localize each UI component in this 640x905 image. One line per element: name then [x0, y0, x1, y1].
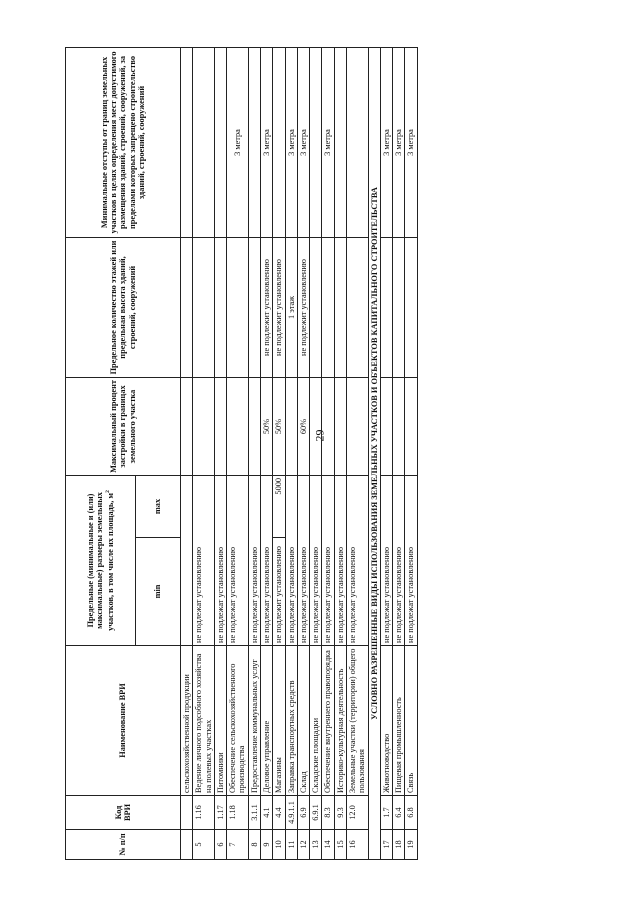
rotated-table-container — [65, 48, 580, 860]
table-row: 15 9.3 Историко-культурная деятельность не подлежат установлению — [334, 47, 346, 859]
page-number: 29 — [312, 429, 327, 442]
header-setback: Минимальные отступы от границ земельных участков в целях определения мест допустимого размещения зданий, строений, сооружений, за пределами которых запрещено строительство зданий, строений, сооружений — [66, 47, 181, 237]
setback-value: 3 метра — [297, 47, 309, 237]
setback-value: 3 метра — [322, 47, 334, 237]
header-max: max — [136, 475, 181, 537]
table-row: 9 4.1 Деловое управление не подлежат установлению 50% не подлежит установлению 3 метра — [260, 47, 272, 859]
setback-value: 3 метра — [260, 47, 272, 237]
header-num: № п/п — [66, 830, 181, 860]
header-name: Наименование ВРИ — [66, 646, 181, 796]
table-row: сельскохозяйственной продукции — [181, 47, 193, 859]
vri-table — [65, 47, 418, 860]
table-row: 16 12.0 Земельные участки (территории) общего пользования не подлежат установлению — [346, 47, 368, 859]
table-row: 17 1.7 Животноводство не подлежат установлению 3 метра — [380, 47, 392, 859]
table-row: 13 6.9.1 Складские площадки не подлежат установлению — [310, 47, 322, 859]
table-row: 12 6.9 Склад не подлежат установлению 60% не подлежит установлению 3 метра — [297, 47, 309, 859]
header-floors: Предельное количество этажей или предельная высота зданий, строений, сооружений — [66, 237, 181, 377]
header-min: min — [136, 538, 181, 646]
table-row: 6 1.17 Питомники не подлежат установлению — [214, 47, 226, 859]
table-row: 10 4.4 Магазины не подлежит установлению 5000 50% не подлежит установлению — [273, 47, 285, 859]
table-row: 19 6.8 Связь не подлежат установлению 3 метра — [405, 47, 417, 859]
header-size: Предельные (минимальные и (или) максимальные) размеры земельных участков, в том числе их площадь, $м^2$ — [66, 475, 136, 645]
setback-value: 3 метра — [227, 47, 249, 237]
table-row: 14 8.3 Обеспечение внутреннего правопорядка не подлежат установлению 3 метра — [322, 47, 334, 859]
table-row: 5 1.16 Ведение личного подсобного хозяйства на полевых участках не подлежат установлению — [193, 47, 215, 859]
table-row: 7 1.18 Обеспечение сельскохозяйственного производства не подлежат установлению 3 метра — [227, 47, 249, 859]
setback-value: 3 метра — [285, 47, 297, 237]
header-percent: Максимальный процент застройки в границах земельного участка — [66, 377, 181, 475]
section-header: УСЛОВНО РАЗРЕШЕННЫЕ ВИДЫ ИСПОЛЬЗОВАНИЯ ЗЕМЕЛЬНЫХ УЧАСТКОВ И ОБЪЕКТОВ КАПИТАЛЬНОГО СТРОИТЕЛЬСТВА — [368, 47, 380, 859]
table-row: 8 3.1.1 Предоставление коммунальных услуг не подлежат установлению — [248, 47, 260, 859]
table-row: 11 4.9.1.1 Заправка транспортных средств не подлежат установлению 1 этаж 3 метра — [285, 47, 297, 859]
table-row: 18 6.4 Пищевая промышленность не подлежат установлению 3 метра — [393, 47, 405, 859]
header-code: Код ВРИ — [66, 796, 181, 830]
